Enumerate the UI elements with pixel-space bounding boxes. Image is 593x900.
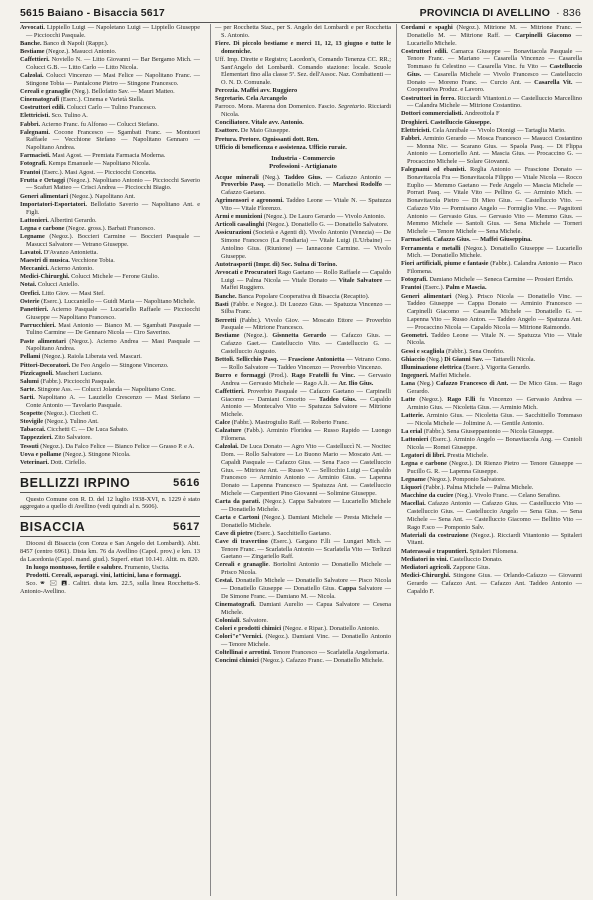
- heading-line: Professioni - Artigianato: [269, 162, 337, 170]
- directory-entry: Lattonieri (Eserc.). Arminio Angelo — Bonavitacola Ang. — Cuntoli Nicola — Romei Giuseppe.: [401, 435, 582, 451]
- directory-entry: Articoli casalinghi (Negoz.). Donatiello G. — Donatiello Salvatore.: [215, 221, 389, 229]
- directory-entry: Cestai. Donatiello Michele — Donatiello Salvatore — Pisco Nicola — Donatiello Giuseppe — Donatiello Gius. Cappa Salvatore — De Simone Franc. — Damiano M. — Nicola.: [215, 577, 391, 600]
- directory-entry: Elettricisti. Cela Annibale — Vivolo Dionigi — Tartaglia Mario.: [401, 126, 566, 134]
- directory-entry: Avvocati. Lippiello Luigi — Napoletano Luigi — Lippiello Giuseppe — Picciocchi Pasquale.: [20, 24, 200, 39]
- directory-entry: Bettoli. Sellicchio Pasq. — Frascione Antonietta — Vetrano Cono. — Rollo Salvatore — Taddeo Vincenzo — Proverbio Vincenzo.: [215, 356, 391, 371]
- directory-entry: Sarte. Stingone Ass. — Colucci Jolanda — Napolitano Conc.: [20, 386, 176, 394]
- section-heading-bellizzi: [20, 472, 200, 493]
- directory-entry: Lana (Neg.) Cafazzo Francesco di Ant. — De Mico Gius. — Rago Gerardo.: [401, 380, 582, 395]
- directory-entry: Macchine da cucire (Neg.). Vivolo Franc. — Celano Serafino.: [401, 492, 561, 500]
- directory-entry: Autotrasporti (Impr. di) Soc. Sulna di Torino.: [215, 260, 338, 268]
- directory-entry: Generi alimentari (Negoz.). Napolitano Ant.: [20, 192, 136, 200]
- directory-entry: Percezia. Maffei avv. Ruggiero: [215, 87, 298, 95]
- directory-entry: Ferramenta e metalli (Negoz.). Donatiello Giuseppe — Lucariello Mich. — Donatiello Michele.: [401, 244, 582, 260]
- directory-entry: Importatori-Esportatori. Bellofatto Saverio — Napolitano Ant. e Figli.: [20, 200, 200, 216]
- directory-entry: Burro e formaggi (Prod.). Rago Fratelli fu Vinc. — Gervasio Andrea — Gervasio Michele — Rago A.li. — Ar. Ilio Gius.: [215, 371, 391, 387]
- directory-entry: Osterie (Eserc.). Luccaniello — Guidi Maria — Napolitano Michele.: [20, 297, 196, 305]
- directory-entry: Tappezzieri. Zito Salvatore.: [20, 434, 92, 442]
- directory-entry: Salumi (Fabbr.). Picciocchi Pasquale.: [20, 377, 116, 385]
- directory-entry: Falegnami. Cocone Francesco — Sgambati Franc. — Montuori Raffaele — Vecchione Stefano — Napolitano Gennaro — Napolitano Andrea.: [20, 128, 200, 152]
- directory-entry: Parroco. Mons. Marena don Domenico. Fascio. Segretario. Ricciardi Nicola.: [215, 103, 391, 119]
- directory-entry: Lavatoi. D'Avanzo Antonietta.: [20, 248, 98, 256]
- directory-entry: Tessuti (Negoz.). Da Falco Felice — Bianco Felice — Grasso P. e A.: [20, 442, 195, 450]
- directory-entry: Legname (Negoz.). Pomponio Salvatore.: [401, 475, 506, 483]
- directory-entry: Materiali da costruzione (Negoz.). Ricciardi Vitantonio — Spitaleri Vitant.: [401, 531, 582, 547]
- columns: [20, 24, 581, 896]
- directory-entry: Carta da parati. (Negoz.). Cappa Salvatore — Lucariello Michele — Donatiello Michele.: [215, 497, 391, 513]
- industry-heading: [215, 155, 391, 171]
- directory-entry: Notai. Colucci Aniello.: [20, 281, 80, 289]
- directory-entry: Meccanici. Acierno Antonio.: [20, 265, 94, 273]
- directory-entry: Macellai. Cafazzo Antonio — Cafazzo Gius. — Castelluccio Vito — Castelluccio Gius. — Castelluccio Angelo — Sena Gius. — Sena Michele — Sena Ant. — Castelluccio Giacomo — Bellitto Vito — Rago F.sco — Pomponio Salv.: [401, 500, 582, 531]
- directory-entry: Fiori artificiali, piume e fantasie (Fabbr.). Calandra Antonio — Pisco Filomena.: [401, 260, 582, 276]
- directory-entry: Legna e carbone (Negoz.). Di Rienzo Pietro — Tenore Giuseppe — Pucillo G. R. — Lapenna Giuseppe.: [401, 460, 582, 475]
- header-right: [420, 7, 581, 19]
- directory-entry: Coloniali. Salvatore.: [215, 616, 269, 624]
- directory-entry: Illuminazione elettrica (Eserc.). Vigorita Gerardo.: [401, 363, 531, 371]
- directory-entry: Legname (Negoz.). Boccieri Carmine — Boccieri Pasquale — Masucci Salvatore — Vetrano Giuseppe.: [20, 232, 200, 248]
- directory-entry: Fotografi. Damiano Michele — Seneca Carmine — Prosieri Errido.: [401, 276, 574, 284]
- directory-entry: Cave di pietre (Eserc.). Sacchitiello Gaetano.: [215, 529, 331, 537]
- directory-entry: Costruttori edili. Camarca Giuseppe — Bonavitacola Pasquale — Tenore Franc. — Mariano — Casarella Vincenzo — Casarella Tommaso fu Celestino — Casarella Vinc. fu Vito — Castelluccio Gius. — Casarella Michele — Vivolo Francesco — Castelluccio Donato — Moreno Franc. — Curcio Ant. — Casarella Vit. — Cooperativa Produz. e Lavoro.: [401, 47, 582, 94]
- header-province: PROVINCIA DI AVELLINO: [419, 7, 551, 19]
- directory-entry: Ghiaccio (Neg.) Di Gianni Sav. — Tattarelli Nicola.: [401, 355, 536, 363]
- entry-list-2b: [215, 174, 391, 665]
- directory-entry: Caffettieri. Proverbio Pasquale — Cafazzo Gaetano — Carpinelli Giacomo — Damiani Concetto — Taddeo Gius. — Capaldo Antonio — Montecalvo Vito — Spatuzza Salvatore — Mitrione Michele.: [215, 387, 391, 419]
- entry-list-2: [215, 24, 391, 152]
- directory-entry: Frantoi (Eserc.). Palm e Mascia.: [401, 284, 487, 292]
- directory-entry: Sarti. Napolitano A. — Lauziello Crescenzo — Masi Stefano — Conte Antonio — Tavolario Pasquale.: [20, 394, 200, 409]
- directory-entry: Fiere. Di piccolo bestiame e merci 11, 12, 13 giugno e tutte le domeniche.: [215, 39, 391, 55]
- directory-entry: Cereali e granaglie (Neg.). Bellofatto Sav. — Mauri Matteo.: [20, 87, 175, 95]
- directory-entry: Uff. Imp. Dirette e Registro; Lacedon's, Comando Tenenza CC. RR.; Sant'Angelo dei Lombardi. Comando stazione: locale. Scuole Elementari fino alla classe 5ª. Sez. dell'Assoc. Naz. Combattenti — O. N. D. Comunale.: [215, 55, 391, 87]
- directory-entry: Mediatori agricoli. Zappone Gius.: [401, 563, 491, 571]
- directory-entry: Calzolai. De Luca Donato — Agro Vito — Castelluccì N. — Nocitec Dom. — Rollo Salvatore — Lo Buono Mario — Moscato Ant. — Capaldi Pasquale — Cafazzo Gius. — Sena F.sco — Castelluccio Gius. — Mitrione Ant. — Russo V. — Sellicchio Luigi — Capaldo Francesco — Arminio Antonio — Arminio Gius. — Lapenna Donato — Lapenna Francesco — Spatuzza Ant. — Castelluccio Michele — Carpentieri Pino Giovanni — Solimine Giuseppe.: [215, 443, 391, 497]
- directory-entry: Calzolai. Colucci Vincenzo — Masi Felice — Napolitano Franc. — Stingone Tobia — Pantalcone Pietro — Stingone Francesco.: [20, 72, 200, 87]
- directory-entry: Armi e munizioni (Negoz.). De Lauro Gerardo — Vivolo Antonio.: [215, 213, 386, 221]
- directory-entry: Fotografi. Kemps Emanuele — Napolitano Nicola.: [20, 160, 151, 168]
- directory-entry: Avvocati e Procuratori Rago Gaetano — Rollo Raffaele — Capaldo Luigi — Palma Nicola — Vitale Donato — Vitale Salvatore — Maffei Ruggiero.: [215, 268, 391, 292]
- directory-entry: Geometri. Taddeo Leone — Vitale N. — Spatuzza Vito — Vitale Nicola.: [401, 331, 582, 347]
- directory-entry: Banche. Banco di Napoli (Rappr.).: [20, 39, 109, 47]
- section-text: Questo Comune con R. D. del 12 luglio 1938-XVI, n. 1229 è stato aggregato a quello di Avellino (vedi quindi al n. 5606).: [20, 495, 200, 511]
- directory-entry: Pretura. Pretore. Ognissanti dott. Ren.: [215, 135, 319, 143]
- directory-entry: Berretti (Fabbr.). Vivolo Giov. — Moscato Ettore — Proverbio Pasquale — Mitrione Francesco.: [215, 316, 391, 332]
- directory-entry: Carta e Cartoni (Negoz.). Damiani Michele — Presta Michele — Donatiello Michele.: [215, 513, 391, 529]
- directory-entry: Pizzicagnoli. Mascheri Luciano.: [20, 369, 103, 377]
- directory-entry: Colori"e"Vernici. (Negoz.). Damiani Vinc. — Donatiello Antonio — Tenore Michele.: [215, 633, 391, 648]
- directory-entry: Lattonieri. Albertini Gerardo.: [20, 216, 97, 224]
- entry-list-3: [401, 24, 582, 595]
- directory-entry: La erial (Fabbr.). Sena Giuseppantonio — Nicola Giuseppe.: [401, 427, 554, 435]
- directory-entry: Costruttori in ferro. Ricciardi Vitantoni.o — Castelluccio Marcellino — Calandra Michele — Mitrione Costantino.: [401, 94, 582, 110]
- directory-entry: Cave di travertino (Eserc.). Gargano F.lli — Lungari Mich. — Tenore Franc. — Scarlatella Antonio — Scarlatella Vito — Terlizzi Gaetano — Zingariello Raff.: [215, 537, 391, 561]
- directory-entry: Bestiame (Negoz.). Masucci Antonio.: [20, 48, 117, 56]
- page-number: · 836: [556, 7, 581, 19]
- directory-entry: Cinematografi. Damiani Aurelio — Capua Salvatore — Cesena Michele.: [215, 601, 391, 616]
- section-number: 5617: [173, 521, 200, 534]
- section-paragraphs: [20, 540, 200, 595]
- directory-entry: Segretario. Cela Arcangelo: [215, 95, 287, 103]
- directory-entry: Fabbri. Acierno Franc. fu Alfonso — Colucci Stefano.: [20, 120, 159, 128]
- directory-entry: Calzature (Fabb.). Arminio Floridea — Russo Rapido — Luongo Filomena.: [215, 427, 391, 443]
- directory-entry: Ufficio di beneficenza e assistenza. Ufficio ruraie.: [215, 143, 347, 151]
- directory-entry: Sco. 🕿 🖂 🖪. Calitri. dista km. 22.5, sulla linea Rocchetta-S. Antonio-Avellino.: [20, 580, 200, 595]
- directory-entry: Cereali e granaglie. Bortolini Antonio — Donatiello Michele — Prisco Nicola.: [215, 561, 391, 577]
- section-number: 5616: [173, 476, 200, 489]
- directory-entry: Droghieri. Castelluccio Giuseppe.: [401, 118, 492, 126]
- directory-entry: Basti (Fabbr. e Negoz.). Di Luozzo Gius. — Spatuzza Vincenzo — Silba Franc.: [215, 300, 391, 316]
- directory-entry: Scopette (Negoz.). Ciccheti C.: [20, 410, 98, 418]
- directory-entry: Paste alimentari (Negoz.). Acierno Andrea — Masi Pasquale — Napolitano Andrea.: [20, 337, 200, 353]
- directory-entry: Panettieri. Acierno Pasquale — Lucariello Raffaele — Picciocchi Giuseppe — Napolitano Francesco.: [20, 305, 200, 321]
- directory-entry: Coltellinai e arrotini. Tenore Francesco — Scarlatella Angelomaria.: [215, 649, 390, 657]
- directory-entry: Dottori commercialisti. Andreottola F: [401, 110, 500, 118]
- directory-entry: Banche. Banca Popolare Cooperativa di Bisaccia (Recapito).: [215, 292, 370, 300]
- directory-entry: Fabbri. Arminio Gerardo — Mosca Francesco — Masucci Costantino — Monna Nic. — Scarano Gius. — Spaola Pasq. — Di Flippa Antonio — Lomoriello Ant. — Mascia Gius. — Procaccino G. — Procaccino Michele — Solare Giovanni.: [401, 134, 582, 166]
- directory-entry: Frantoi (Eserc.). Masi Agost. — Picciocchi Concetta.: [20, 168, 157, 176]
- directory-entry: Maestri di musica. Vecchione Tobia.: [20, 256, 115, 264]
- directory-entry: Veterinari. Dott. Cirfello.: [20, 458, 87, 466]
- directory-entry: Medici-Chirurghi. Stingone Gius. — Orlando-Cafazzo — Giovanni Gerardo — Cafazzo Ant. — Cafazzo Ant. Taddeo Antonio — Capaldo F.: [401, 572, 582, 595]
- directory-entry: Farmacisti. Masi Agost. — Premiata Farmacia Moderna.: [20, 152, 166, 160]
- directory-entry: Esattore. De Maio Giuseppe.: [215, 127, 290, 135]
- directory-entry: Materassai e trapuntieri. Spitaleri Filomena.: [401, 547, 518, 555]
- directory-entry: Acque minerali (Neg.). Taddeo Gius. — Cafazzo Antonio — Proverbio Pasq. — Donatiello Mich. — Marchesi Rodolfo — Cafazzo Gaetano.: [215, 173, 391, 197]
- directory-entry: Farmacisti. Cafazzo Gius. — Maffei Giuseppina.: [401, 236, 532, 244]
- directory-entry: Legatori di libri. Prestia Michele.: [401, 451, 489, 459]
- directory-entry: Elettricisti. Sco. Tulino A.: [20, 112, 88, 120]
- section-name: BISACCIA: [20, 520, 86, 535]
- directory-entry: Mediatori in vini. Castelluccio Donato.: [401, 555, 503, 563]
- directory-entry: Prodotti. Cereali, asparagi. vini, latticini, lana e formaggi.: [26, 571, 181, 579]
- directory-entry: Ingegneri. Maffei Michele.: [401, 372, 471, 380]
- directory-entry: Falegnami ed ebanisti. Reglia Antonio — Frascione Donato — Bonavitacola Fra — Bonavitacola Filippo — Vitale Nicola — Rocco Euplio — Memmo Gaetano — Fede Angelo — Mascia Michele — Porrari Pasq. — Vitale Vito — Pellino G. — Arminio Mich. — Bonavitacola Pietro — Di Mieo Gius. — Castelluccio Vito. — Cafazzo Vito — Pormisano Angelo — Formiglio Vinc. — Pagnitoni Antonio — Gervasio Gius. — Gervasio Vito — Memmo Gius. — Memmo Michele — Santoli Gius. — Sena Michele — Torneri Michele — Tenore Michele — Sena Michele.: [401, 166, 582, 236]
- column-3: [396, 24, 582, 896]
- directory-entry: Conciliatore. Vitale avv. Antonio.: [215, 119, 304, 127]
- directory-entry: Caffettieri. Noviello N. — Litto Giovanni — Bar Bergamo Mich. — Colucci G.B. — Litto Carlo — Litto Nicola.: [20, 56, 200, 71]
- directory-entry: Parrucchieri. Masi Antonio — Bianco M. — Sgambati Pasquale — Tulino Carmine — De Gennaro Nicola — Ciro Saverino.: [20, 321, 200, 337]
- section-name: BELLIZZI IRPINO: [20, 475, 131, 490]
- directory-entry: Concimi chimici (Negoz.). Cafazzo Franc. — Donatiello Michele.: [215, 657, 384, 665]
- directory-entry: Calce (Fabbr.). Mastrogiulio Raff. — Roberto Franc.: [215, 419, 349, 427]
- section-heading-bisaccia: [20, 516, 200, 537]
- directory-entry: Costruttori edili. Colucci Carlo — Tulino Francesco.: [20, 104, 157, 112]
- page-header: [20, 6, 581, 23]
- directory-entry: Agrimensori e agronomi. Taddeo Leone — Vitale N. — Spatuzza Vito — Vitale Florenzo.: [215, 197, 391, 212]
- directory-entry: Orefici. Litto Giov. — Masi Stef.: [20, 289, 105, 297]
- directory-entry: Tabaccai. Cicchetti C. — De Luca Sabato.: [20, 426, 129, 434]
- directory-entry: Liquori (Fabbr.). Palma Michele — Palma Michele.: [401, 484, 534, 492]
- directory-entry: In luogo montuoso, fertile e salubre. Frumento, Uscita.: [26, 563, 170, 571]
- directory-entry: Stovigile (Negoz.). Tulino Ant.: [20, 418, 99, 426]
- column-1: [20, 24, 200, 896]
- directory-entry: Assicurazioni (Società e Agenti di). Vivolo Antonio (Venezia) — De Simone Francesco (La Fondiaria) — Vitale Luigi (L'Urbaine) — Antolino Gius. (Riunione) — Iannacone Carmine. — Vivolo Giuseppe.: [215, 229, 391, 260]
- directory-entry: Legna e carbone (Negoz. gross.). Barbati Francesco.: [20, 224, 156, 232]
- directory-entry: Uova e pollame (Negoz.). Stingone Nicola.: [20, 450, 131, 458]
- directory-entry: Colori e prodotti chimici (Negoz. e Ripar.). Donatiello Antonio.: [215, 625, 380, 633]
- directory-entry: Pittori-Decoratori. De Feo Angelo — Stingone Vincenzo.: [20, 361, 169, 369]
- heading-line: Industria - Commercio: [271, 154, 335, 162]
- directory-entry: Latte (Negoz.). Rago F.lli fu Vincenzo — Gervasio Andrea — Arminio Gius. — Nicoletta Gius. — Arminio Mich.: [401, 396, 582, 411]
- header-left: 5615 Baiano - Bisaccia 5617: [20, 7, 165, 19]
- entry-list-1: [20, 24, 200, 467]
- directory-entry: Latterie. Arminio Gius. — Nicoletta Gius. — Sacchitiello Tommaso — Nicola Michele — Jolimine A. — Gentile Antonio.: [401, 411, 582, 427]
- directory-entry: Medici-Chirurghi. Colucci Michele — Ferone Giulio.: [20, 273, 160, 281]
- directory-entry: Cordami e spaghi (Negoz.). Mitrione M. — Mitrione Franc. — Donatiello M. — Mitrione Raff. — Carpinelli Giacomo — Lucariello Michele.: [401, 24, 582, 47]
- directory-entry: Cinematografi (Eserc.). Cinema e Varietà Stella.: [20, 96, 145, 104]
- directory-entry: Diocesi di Bisaccia (con Conza e San Angelo dei Lombardi). Abit. 8457 (centro 6961). Dista km. 76 da Avellino (Capol. prov.) e km. 13 da Lacedonia (Capol. mand. giud.). Superf. ettari 10.141. Altit. m. 820.: [20, 540, 200, 563]
- directory-entry: Pellami (Negoz.). Raiola Liberata ved. Mascari.: [20, 353, 142, 361]
- directory-entry: Generi alimentari (Neg.). Prisco Nicola — Donatiello Vinc. — Taddeo Giuseppe — Cappa Donato — Arminio Francesco — Carpinelli Giacomo — Casarella Michele — Donatiello G. — Lapenna Vito — Russo Anton. — Taddeo Angelo — Spatuzza Ant. — Procaccino Nicola — Capaldo Nicola — Mitrione Raimondo.: [401, 292, 582, 331]
- directory-entry: Gessi e scagliola (Fabbr.). Sena Onofrio.: [401, 347, 505, 355]
- directory-entry: Bestiame (Negoz.). Gisnnetta Gerardo — Cafazzo Gius. — Cafazzo Gaet.— Castelluccio Vito. — Castelluccio G. — Castelluccio Augusto.: [215, 332, 391, 355]
- directory-entry: — per Rocchetta Staz., per S. Angelo dei Lombardi e per Rocchetta S. Antonio.: [215, 24, 391, 39]
- column-2: [210, 24, 391, 896]
- directory-entry: Frutta e Ortaggi (Negoz.). Napolitano Antonio — Picciocchi Saverio — Scafuri Matteo — Crisci Andrea — Picciocchi Biagio.: [20, 176, 200, 192]
